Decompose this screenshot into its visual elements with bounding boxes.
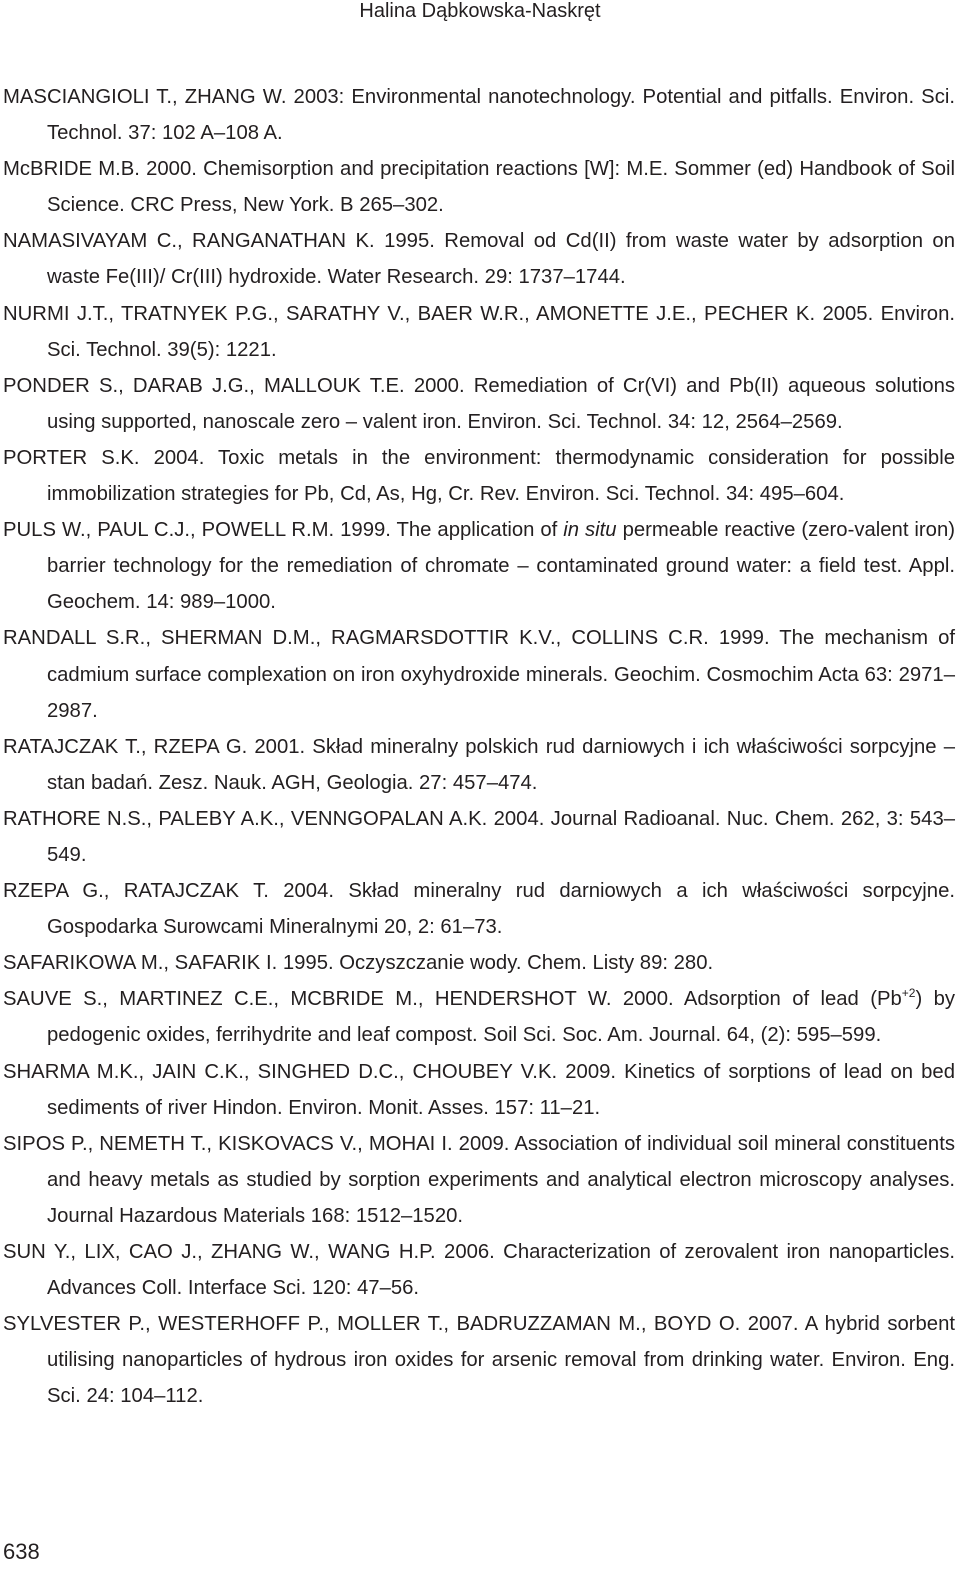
reference-text: SAUVE S., MARTINEZ C.E., MCBRIDE M., HENDERSHOT W. 2000. Adsorption of lead (Pb: [3, 988, 902, 1011]
running-header: Halina Dąbkowska-Naskręt: [359, 0, 601, 22]
reference-sharma-2009: SHARMA M.K., JAIN C.K., SINGHED D.C., CHOUBEY V.K. 2009. Kinetics of sorptions of lead on bed sediments of river Hindon. Environ. Monit. Asses. 157: 11–21.: [3, 1060, 955, 1119]
reference-namasivayam-1995: NAMASIVAYAM C., RANGANATHAN K. 1995. Removal od Cd(II) from waste water by adsorption on waste Fe(III)/ Cr(III) hydroxide. Water Research. 29: 1737–1744.: [3, 230, 955, 289]
reference-text: PULS W., PAUL C.J., POWELL R.M. 1999. The application of: [3, 519, 564, 542]
reference-mcbride-2000: McBRIDE M.B. 2000. Chemisorption and precipitation reactions [W]: M.E. Sommer (ed) Handbook of Soil Science. CRC Press, New York. B 265–302.: [3, 158, 955, 217]
reference-masciangioli-2003: MASCIANGIOLI T., ZHANG W. 2003: Environmental nanotechnology. Potential and pitfalls. Environ. Sci. Technol. 37: 102 A–108 A.: [3, 86, 955, 145]
reference-safarikowa-1995: SAFARIKOWA M., SAFARIK I. 1995. Oczyszczanie wody. Chem. Listy 89: 280.: [3, 952, 714, 975]
reference-nurmi-2005: NURMI J.T., TRATNYEK P.G., SARATHY V., BAER W.R., AMONETTE J.E., PECHER K. 2005. Environ. Sci. Technol. 39(5): 1221.: [3, 302, 955, 361]
reference-sauve-2000: [3, 981, 955, 1053]
reference-rzepa-2004: RZEPA G., RATAJCZAK T. 2004. Skład mineralny rud darniowych a ich właściwości sorpcyjne. Gospodarka Surowcami Mineralnymi 20, 2: 61–73.: [3, 880, 955, 939]
reference-sipos-2009: SIPOS P., NEMETH T., KISKOVACS V., MOHAI I. 2009. Association of individual soil mineral constituents and heavy metals as studied by sorption experiments and analytical electron microscopy analyses. Journal Hazardous Materials 168: 1512–1520.: [3, 1132, 955, 1227]
reference-superscript: +2: [901, 986, 916, 1001]
reference-porter-2004: PORTER S.K. 2004. Toxic metals in the environment: thermodynamic consideration for possible immobilization strategies for Pb, Cd, As, Hg, Cr. Rev. Environ. Sci. Technol. 34: 495–604.: [3, 446, 955, 506]
reference-italic-text: in situ: [563, 519, 617, 542]
reference-sylvester-2007: SYLVESTER P., WESTERHOFF P., MOLLER T., BADRUZZAMAN M., BOYD O. 2007. A hybrid sorbent utilising nanoparticles of hydrous iron oxides for arsenic removal from drinking water. Environ. Eng. Sci. 24: 104–112.: [3, 1313, 955, 1408]
reference-text: permeable reactive (zero-valent iron) barrier technology for the remediation of chromate – contaminated ground water: a field test. Appl. Geochem. 14: 989–1000.: [47, 519, 955, 614]
reference-sun-2006: SUN Y., LIX, CAO J., ZHANG W., WANG H.P. 2006. Characterization of zerovalent iron nanoparticles. Advances Coll. Interface Sci. 120: 47–56.: [3, 1241, 955, 1300]
page-number: 638: [3, 1539, 40, 1564]
reference-rathore-2004: RATHORE N.S., PALEBY A.K., VENNGOPALAN A.K. 2004. Journal Radioanal. Nuc. Chem. 262, 3: 543–549.: [3, 807, 955, 866]
reference-list: [3, 79, 955, 1414]
reference-randall-1999: RANDALL S.R., SHERMAN D.M., RAGMARSDOTTIR K.V., COLLINS C.R. 1999. The mechanism of cadmium surface complexation on iron oxyhydroxide minerals. Geochim. Cosmochim Acta 63: 2971–2987.: [3, 627, 955, 722]
reference-text: ) by pedogenic oxides, ferrihydrite and leaf compost. Soil Sci. Soc. Am. Journal. 64, (2): 595–599.: [47, 988, 955, 1047]
reference-puls-1999: [3, 512, 955, 620]
reference-ponder-2000: PONDER S., DARAB J.G., MALLOUK T.E. 2000. Remediation of Cr(VI) and Pb(II) aqueous solutions using supported, nanoscale zero – valent iron. Environ. Sci. Technol. 34: 12, 2564–2569.: [3, 374, 955, 433]
reference-ratajczak-2001: RATAJCZAK T., RZEPA G. 2001. Skład mineralny polskich rud darniowych i ich właściwości sorpcyjne – stan badań. Zesz. Nauk. AGH, Geologia. 27: 457–474.: [3, 735, 955, 794]
